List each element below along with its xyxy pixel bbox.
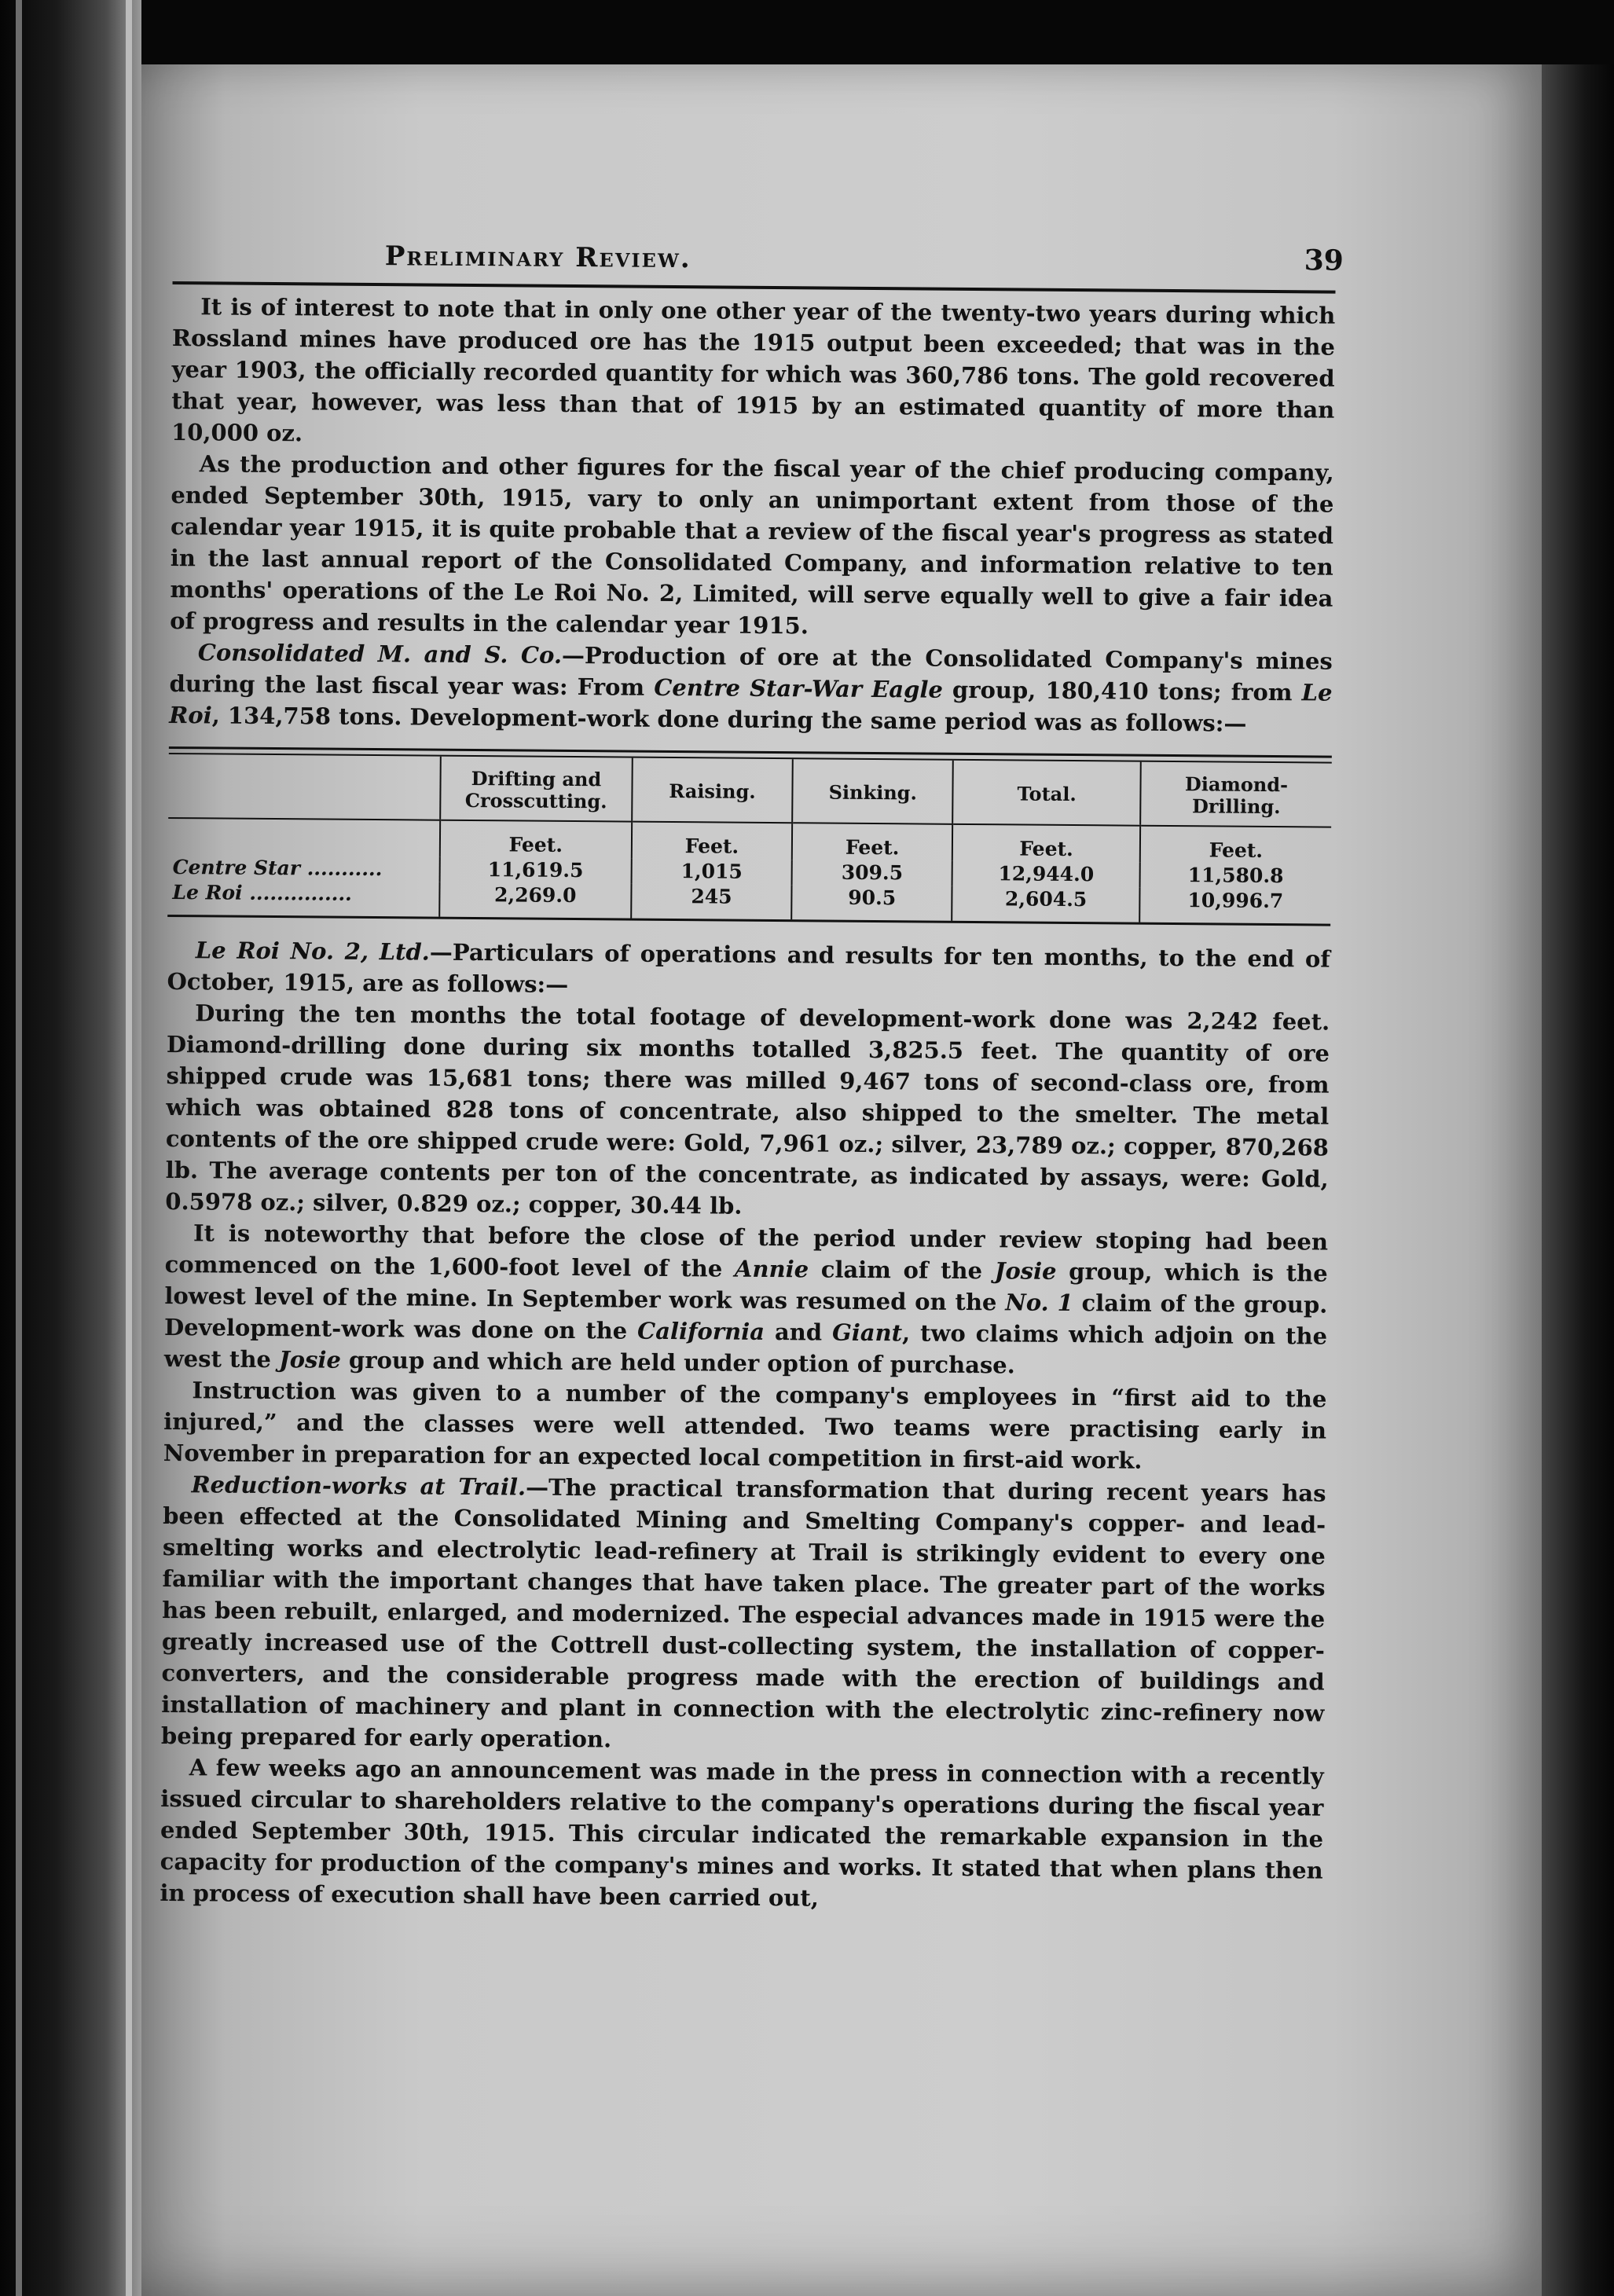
table-cell: 309.5: [792, 860, 952, 886]
table-cell: [168, 818, 440, 857]
table-header-cell: Diamond-Drilling.: [1140, 762, 1332, 827]
text-run: , 134,758 tons. Development-work done during the same period was as follows:—: [211, 702, 1247, 737]
table-cell: 11,619.5: [439, 857, 631, 884]
group-name: Josie: [278, 1346, 342, 1374]
text-run: group and which are held under option of purchase.: [340, 1346, 1015, 1379]
table-header-cell: [168, 754, 440, 820]
text-run: group, which is the lowest level of the mine. In September work was resumed on the: [164, 1257, 1328, 1316]
table-cell: 11,580.8: [1139, 863, 1330, 889]
table-cell: Feet.: [952, 824, 1140, 863]
section-heading: Reduction-works at Trail.: [191, 1471, 526, 1501]
development-table: [167, 754, 1332, 924]
claim-name: California: [637, 1317, 765, 1345]
table-cell: 2,604.5: [952, 886, 1140, 922]
table-cell: 12,944.0: [952, 861, 1140, 888]
consolidated-paragraph: [169, 636, 1333, 740]
table-header-row: [168, 754, 1332, 827]
text-run: , two claims which adjoin on the west the: [163, 1319, 1328, 1374]
row-label: Le Roi ...............: [172, 881, 352, 905]
text-run: —The practical transformation that during recent years has been effected at the Consolidated Mining and Smelting Company's copper- and lead-smelting works and electrolytic lead-refinery at Trail is strikingly evident to every one familiar with the important changes that have taken place. The greater part of the works has been rebuilt, enlarged, and modernized. The especial advances made in 1915 were the greatly increased use of the Cottrell dust-collecting system, the installation of copper-converters, and the considerable progress made with the erection of buildings and installation of machinery and plant in connection with the electrolytic zinc-refinery now being prepared for early operation.: [160, 1473, 1326, 1753]
scan-right-edge: [1542, 64, 1614, 2296]
group-name: Josie: [994, 1257, 1057, 1285]
table-cell: 90.5: [791, 885, 952, 921]
text-run: —Particulars of operations and results for ten months, to the end of October, 1915, are as follows:—: [167, 938, 1330, 998]
text-run: It is noteworthy that before the close of the period under review stoping had been commenced on the 1,600-foot level of the: [164, 1220, 1329, 1282]
text-run: and: [764, 1318, 833, 1346]
paragraph: It is of interest to note that in only one other year of the twenty-two years during which Rossland mines have produced ore has the 1915 output been exceeded; that was in the year 1903, the officially recorded quantity for which was 360,786 tons. The gold recovered that year, however, was less than that of 1915 by an estimated quantity of more than 10,000 oz.: [171, 293, 1336, 447]
group-name: Centre Star-War Eagle: [654, 673, 944, 703]
table-cell: 245: [631, 884, 792, 920]
text-run: —Production of ore at the Consolidated Company's mines during the last fiscal year was: From: [169, 641, 1333, 701]
scan-edge-line: [126, 0, 132, 2296]
section-heading: Consolidated M. and S. Co.: [197, 639, 563, 669]
claim-name: Giant: [831, 1319, 903, 1347]
text-run: group, 180,410 tons; from: [942, 676, 1302, 706]
running-head-title: Preliminary Review.: [384, 240, 691, 275]
group-name: Le Roi: [169, 679, 1333, 729]
paragraph: Instruction was given to a number of the company's employees in “first aid to the injured,” and the classes were well attended. Two teams were practising early in November in preparation for an expected local competition in first-aid work.: [163, 1377, 1327, 1474]
text-run: claim of the group. Development-work was done on the: [163, 1289, 1328, 1344]
page-number: 39: [1304, 244, 1344, 277]
scan-top-edge: [141, 0, 1614, 64]
table-header-cell: Raising.: [632, 758, 793, 823]
table-cell: 2,269.0: [439, 882, 632, 919]
table-cell: 1,015: [631, 859, 791, 886]
table-cell: 10,996.7: [1139, 888, 1330, 924]
scan-left-page-edge: [0, 0, 141, 2296]
table-header-cell: Drifting and Crosscutting.: [440, 757, 633, 822]
table-cell: Feet.: [1140, 826, 1331, 864]
table-cell: Feet.: [792, 823, 953, 861]
claim-name: Annie: [734, 1255, 809, 1283]
paragraph: During the ten months the total footage of development-work done was 2,242 feet. Diamond-drilling done during six months totalled 3,825.5 feet. The quantity of ore shipped crude was 15,681 tons; there was milled 9,467 tons of second-class ore, from which was obtained 828 tons of concentrate, also shipped to the smelter. The metal contents of the ore shipped crude were: Gold, 7,961 oz.; silver, 23,789 oz.; copper, 870,268 lb. The average contents per ton of the concentrate, as indicated by assays, were: Gold, 0.5978 oz.; silver, 0.829 oz.; copper, 30.44 lb.: [165, 999, 1330, 1220]
running-head: [173, 236, 1344, 289]
claim-name: No. 1: [1005, 1289, 1073, 1317]
le-roi-2-paragraph: [167, 934, 1330, 1007]
noteworthy-paragraph: [164, 1217, 1329, 1384]
table-header-cell: Total.: [953, 761, 1141, 826]
table-header-cell: Sinking.: [792, 759, 953, 824]
paragraph: As the production and other figures for the fiscal year of the chief producing company, ended September 30th, 1915, vary to only an unimportant extent from those of the calendar year 1915, it is quite probable that a review of the fiscal year's progress as stated in the last annual report of the Consolidated Company, and information relative to ten months' operations of the Le Roi No. 2, Limited, will serve equally well to give a fair idea of progress and results in the calendar year 1915.: [170, 450, 1334, 640]
table-cell: Feet.: [632, 822, 793, 860]
paragraph: A few weeks ago an announcement was made in the press in connection with a recently issued circular to shareholders relative to the company's operations during the fiscal year ended September 30th, 1915. This circular indicated the remarkable expansion in the capacity for production of the company's mines and works. It stated that when plans then in process of execution shall have been carried out,: [160, 1754, 1324, 1912]
scan-edge-line: [16, 0, 22, 2296]
table-cell: Feet.: [440, 820, 633, 859]
reduction-paragraph: [161, 1469, 1326, 1761]
page-content: [160, 236, 1344, 1918]
text-run: claim of the: [808, 1256, 995, 1285]
section-heading: Le Roi No. 2, Ltd.: [195, 937, 430, 966]
row-label: Centre Star ...........: [172, 856, 383, 881]
